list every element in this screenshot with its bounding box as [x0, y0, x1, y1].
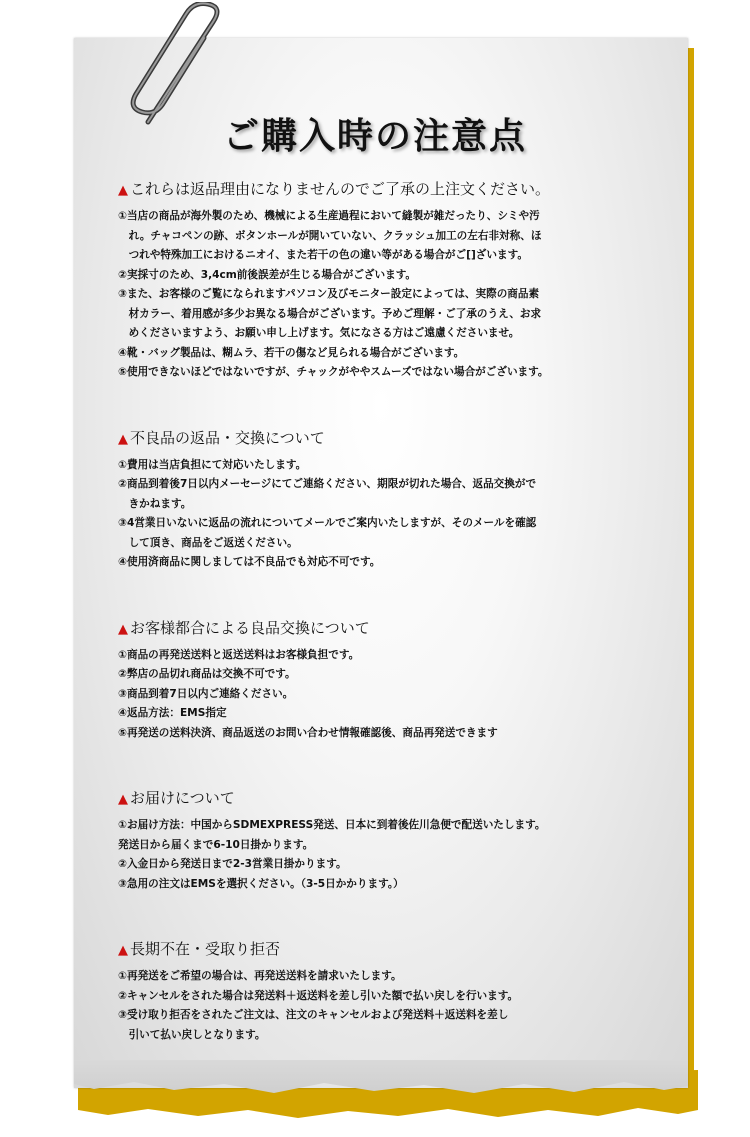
section-refusal [118, 938, 678, 1045]
list-item: ④返品方法：EMS指定 [118, 707, 227, 719]
section-list [118, 646, 678, 744]
list-item: して頂き、商品をご返送ください。 [118, 536, 298, 549]
triangle-icon: ▲ [118, 621, 128, 637]
list-item: つれや特殊加工におけるニオイ、また若干の色の違い等がある場合がご[]ざいます。 [118, 249, 528, 261]
list-item: ⑤使用できないほどではないですが、チャックがややスムーズではない場合がございます。 [118, 366, 549, 378]
section-list [118, 456, 678, 573]
list-item: ④靴・バッグ製品は、糊ムラ、若干の傷など見られる場合がございます。 [118, 346, 465, 359]
triangle-icon: ▲ [118, 792, 128, 807]
list-item: ②商品到着後7日以内メーセージにてご連絡ください、期限が切れた場合、返品交換がで [118, 478, 537, 490]
section-delivery [118, 787, 678, 894]
list-item: ③また、お客様のご覧になられますパソコン及びモニター設定によっては、実際の商品素 [118, 288, 540, 300]
list-item: ②実採寸のため、3,4cm前後誤差が生じる場合がございます。 [118, 268, 417, 281]
list-item: ②入金日から発送日まで2-3営業日掛かります。 [118, 858, 347, 870]
list-item: きかねます。 [118, 497, 192, 510]
page-title: ご購入時の注意点 [222, 115, 527, 157]
list-item: ①当店の商品が海外製のため、機械による生産過程において縫製が雑だったり、シミや汚 [118, 210, 540, 222]
section-defective-return [118, 427, 678, 573]
list-item: 引いて払い戻しとなります。 [118, 1028, 266, 1041]
triangle-icon: ▲ [118, 431, 128, 447]
list-item: ②弊店の品切れ商品は交換不可です。 [118, 668, 296, 680]
list-item: ③4営業日いないに返品の流れについてメールでご案内いたしますが、そのメールを確認 [118, 517, 537, 529]
list-item: ④使用済商品に関しましては不良品でも対応不可です。 [118, 556, 381, 568]
list-item: ③商品到着7日以内ご連絡ください。 [118, 687, 294, 700]
list-item: ③急用の注文はEMSを選択ください。（3-5日かかります。） [118, 877, 404, 890]
section-list [118, 207, 678, 383]
list-item: 発送日から届くまで6-10日掛かります。 [118, 838, 314, 851]
notice-content [118, 178, 678, 1045]
section-list [118, 967, 678, 1045]
section-heading: ▲ お届けについて [118, 789, 235, 807]
list-item: ①再発送をご希望の場合は、再発送送料を請求いたします。 [118, 970, 402, 982]
triangle-icon: ▲ [118, 943, 128, 958]
list-item: ①商品の再発送送料と返送送料はお客様負担です。 [118, 648, 360, 661]
list-item: めくださいますよう、お願い申し上げます。気になさる方はご遠慮くださいませ。 [118, 327, 520, 339]
note-sheet-torn-edge [74, 1060, 688, 1110]
list-item: 材カラー、着用感が多少お異なる場合がございます。予めご理解・ご了承のうえ、お求 [118, 307, 542, 320]
section-customer-exchange [118, 617, 678, 744]
list-item: ①お届け方法：中国からSDMEXPRESS発送、日本に到着後佐川急便で配送いたします。 [118, 819, 546, 831]
section-not-returnable [118, 178, 678, 383]
section-heading: ▲ 不良品の返品・交換について [118, 428, 325, 447]
section-list [118, 816, 678, 894]
list-item: れ。チャコペンの跡、ボタンホールが開いていない、クラッシュ加工の左右非対称、ほ [118, 229, 542, 242]
section-heading: ▲ 長期不在・受取り拒否 [118, 940, 281, 958]
triangle-icon: ▲ [118, 183, 128, 198]
list-item: ①費用は当店負担にて対応いたします。 [118, 458, 307, 471]
section-heading: ▲ これらは返品理由になりませんのでご了承の上注文ください。 [118, 180, 551, 198]
list-item: ②キャンセルをされた場合は発送料＋返送料を差し引いた額で払い戻しを行います。 [118, 989, 519, 1002]
list-item: ⑤再発送の送料決済、商品返送のお問い合わせ情報確認後、商品再発送できます [118, 726, 498, 739]
section-heading: ▲ お客様都合による良品交換について [118, 618, 370, 637]
list-item: ③受け取り拒否をされたご注文は、注文のキャンセルおよび発送料＋返送料を差し [118, 1009, 509, 1021]
